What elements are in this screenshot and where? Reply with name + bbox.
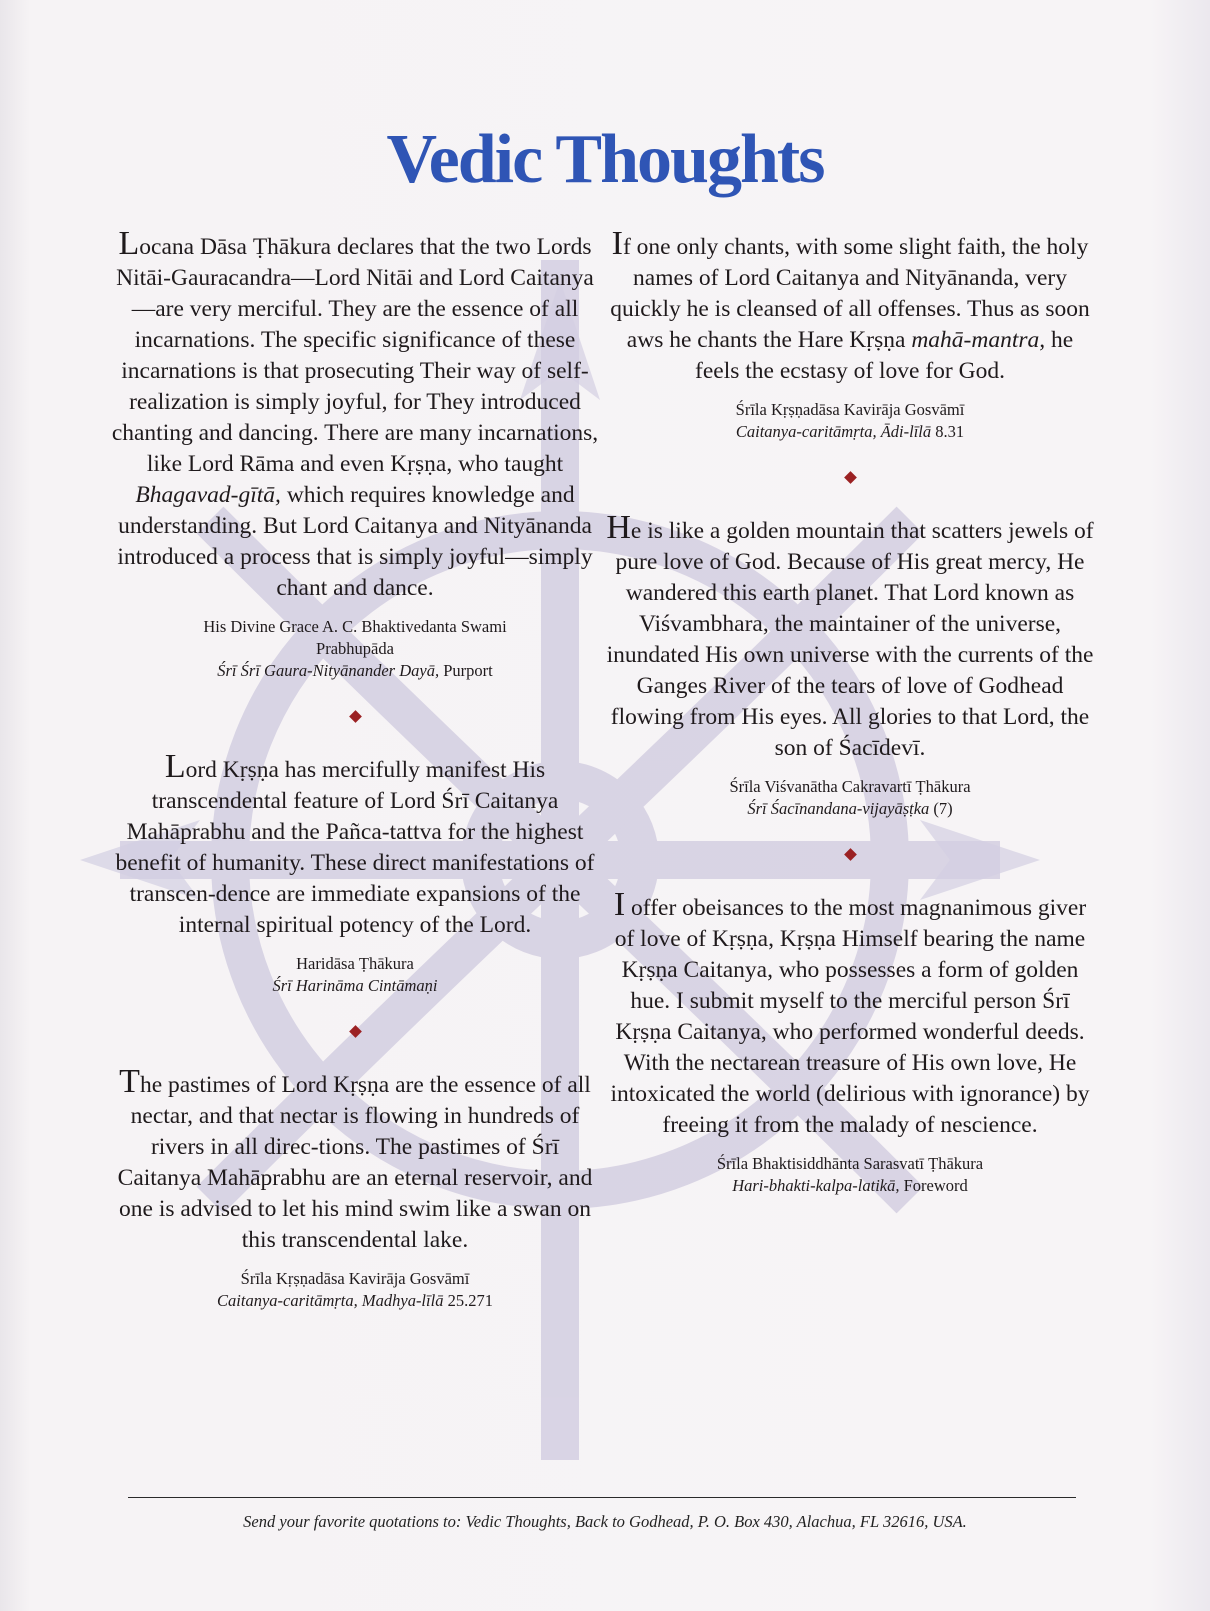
drop-cap: I bbox=[611, 225, 623, 262]
quote-source: Hari-bhakti-kalpa-latikā, Foreword bbox=[732, 1176, 968, 1195]
quote-text bbox=[605, 509, 1095, 764]
quote-source: Śrī Śacīnandana-vijayāṣṭka (7) bbox=[747, 799, 953, 818]
quote-author: Śrīla Kṛṣṇadāsa Kavirāja Gosvāmī bbox=[240, 1269, 470, 1288]
quote-italic: Bhagavad-gītā, bbox=[135, 482, 281, 508]
quote-source: Śrī Śrī Gaura-Nityānander Dayā, Purport bbox=[217, 661, 493, 680]
quote-body: f one only chants, with some slight faith, the holy names of Lord Caitanya and Nityānanda, very quickly he is cleansed of all offenses. Thus as soon aws he chants the Hare Kṛṣṇa bbox=[610, 234, 1090, 353]
drop-cap: T bbox=[119, 1063, 140, 1100]
drop-cap: L bbox=[118, 225, 140, 262]
drop-cap: H bbox=[606, 509, 631, 546]
quote-author: Śrīla Viśvanātha Cakravartī Ṭhākura bbox=[729, 777, 971, 796]
left-column bbox=[110, 225, 600, 1312]
quote-author: Śrīla Kṛṣṇadāsa Kavirāja Gosvāmī bbox=[735, 400, 965, 419]
quote-body: offer obeisances to the most magnanimous giver of love of Kṛṣṇa, Kṛṣṇa Himself bearing the name Kṛṣṇa Caitanya, who possesses a form of golden hue. I submit myself to the merciful person Śrī Kṛṣṇa Caitanya, who performed wonderful deeds. With the nectarean treasure of His own love, He intoxicated the world (delirious with ignorance) by freeing it from the malady of nescience. bbox=[610, 895, 1090, 1138]
quote-attribution bbox=[605, 776, 1095, 820]
quote-body: e is like a golden mountain that scatters jewels of pure love of God. Because of His great mercy, He wandered this earth planet. That Lord known as Viśvambhara, the maintainer of the universe, inundated His own universe with the currents of the Ganges River of the tears of love of Godhead flowing from His eyes. All glories to that Lord, the son of Śacīdevī. bbox=[606, 518, 1094, 761]
quote-body: he pastimes of Lord Kṛṣṇa are the essence of all nectar, and that nectar is flowing in hundreds of rivers in all direc-tions. The pastimes of Śrī Caitanya Mahāprabhu are an eternal reservoir, and one is advised to let his mind swim like a swan on this transcendental lake. bbox=[117, 1072, 593, 1253]
quote-block bbox=[605, 886, 1095, 1197]
page-title: Vedic Thoughts bbox=[386, 121, 824, 198]
quote-source: Śrī Harināma Cintāmaṇi bbox=[272, 976, 438, 995]
quote-text bbox=[605, 886, 1095, 1141]
quote-attribution bbox=[110, 616, 600, 682]
diamond-separator-icon bbox=[349, 1025, 362, 1038]
footer-rule bbox=[128, 1497, 1076, 1498]
quote-attribution bbox=[605, 1153, 1095, 1197]
diamond-separator-icon bbox=[844, 848, 857, 861]
diamond-separator-icon bbox=[349, 710, 362, 723]
quote-attribution bbox=[110, 953, 600, 997]
quote-body: ord Kṛṣṇa has mercifully manifest His transcendental feature of Lord Śrī Caitanya Mahāprabhu and the Pañca-tattva for the highest benefit of humanity. These direct manifestations of transcen-dence are immediate expansions of the internal spiritual potency of the Lord. bbox=[115, 757, 595, 938]
right-column bbox=[605, 225, 1095, 1197]
footer-note: Send your favorite quotations to: Vedic Thoughts, Back to Godhead, P. O. Box 430, Alachua, FL 32616, USA. bbox=[243, 1512, 967, 1531]
quote-block bbox=[605, 509, 1095, 820]
quote-block bbox=[605, 225, 1095, 443]
quote-body-cont: he feels the ecstasy of love for God. bbox=[695, 327, 1074, 384]
quote-block bbox=[110, 748, 600, 997]
quote-attribution bbox=[110, 1268, 600, 1312]
quote-text bbox=[110, 748, 600, 941]
quote-author: Śrīla Bhaktisiddhānta Sarasvatī Ṭhākura bbox=[716, 1154, 984, 1173]
quote-block bbox=[110, 225, 600, 682]
quote-text bbox=[110, 1063, 600, 1256]
quote-body: ocana Dāsa Ṭhākura declares that the two Lords Nitāi-Gauracandra—Lord Nitāi and Lord Caitanya—are very merciful. They are the essence of all incarnations. The specific significance of these incarnations is that prosecuting Their way of self-realization is simply joyful, for They introduced chanting and dancing. There are many incarnations, like Lord Rāma and even Kṛṣṇa, who taught bbox=[111, 234, 599, 477]
quote-text bbox=[110, 225, 600, 604]
drop-cap: I bbox=[613, 886, 626, 923]
quote-italic: mahā-mantra, bbox=[911, 327, 1046, 353]
quote-text bbox=[605, 225, 1095, 387]
diamond-separator-icon bbox=[844, 471, 857, 484]
drop-cap: L bbox=[164, 748, 186, 785]
quote-source: Caitanya-caritāmṛta, Madhya-līlā 25.271 bbox=[217, 1291, 493, 1310]
quote-attribution bbox=[605, 399, 1095, 443]
quote-source: Caitanya-caritāmṛta, Ādi-līlā 8.31 bbox=[735, 422, 965, 441]
quote-block bbox=[110, 1063, 600, 1312]
quote-author: Haridāsa Ṭhākura bbox=[296, 954, 414, 973]
quote-author: His Divine Grace A. C. Bhaktivedanta Swami Prabhupāda bbox=[203, 617, 507, 658]
quote-body-cont: which requires knowledge and understanding. But Lord Caitanya and Nityānanda introduced a process that is simply joyful—simply chant and dance. bbox=[117, 482, 593, 601]
